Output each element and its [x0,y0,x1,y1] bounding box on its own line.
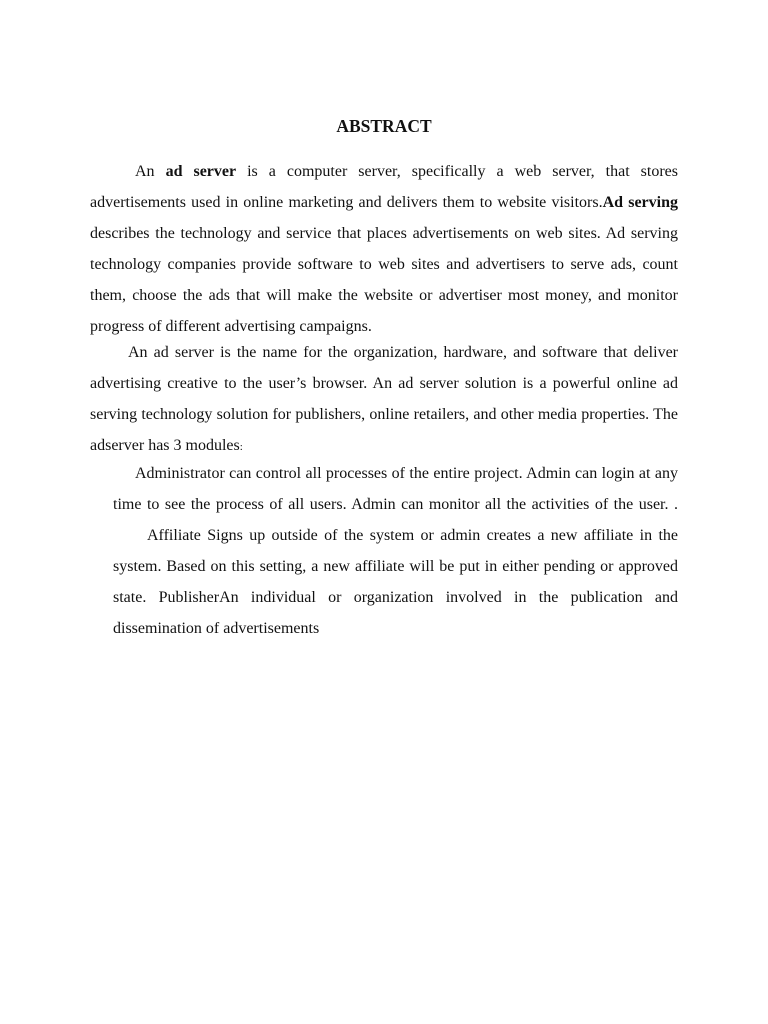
abstract-paragraph-2 [90,337,678,463]
paragraph-3-text-2: Affiliate Signs up outside of the system or admin creates a new affiliate in the system. Based on this setting, a new affiliate will be put in either pending or approved state. PublisherAn individual or organization involved in the publication and dissemination of advertisements [113,527,678,637]
paragraph-1-text-2: describes the technology and service that places advertisements on web sites. Ad serving technology companies provide software to web sites and advertisers to serve ads, count them, choose the ads that will make the website or advertiser most money, and monitor progress of different advertising campaigns. [90,225,678,335]
paragraph-2-colon: : [239,441,243,453]
term-ad-server: ad server [165,163,237,180]
abstract-paragraph-3 [113,458,678,644]
paragraph-1-text-1: is a computer server, specifically a web server, that stores advertisements used in online marketing and delivers them to website visitors. [90,163,678,211]
paragraph-1-lead: An [135,163,166,180]
abstract-paragraph-1 [90,156,678,342]
term-ad-serving: Ad serving [602,194,679,211]
paragraph-2-text: An ad server is the name for the organization, hardware, and software that deliver advertising creative to the user’s browser. An ad server solution is a powerful online ad serving technology solution for publishers, online retailers, and other media properties. The adserver has 3 modules [90,344,678,454]
paragraph-3-text-1: Administrator can control all processes of the entire project. Admin can login at any time to see the process of all users. Admin can monitor all the activities of the user. . [113,465,678,513]
abstract-heading: ABSTRACT [336,116,432,136]
